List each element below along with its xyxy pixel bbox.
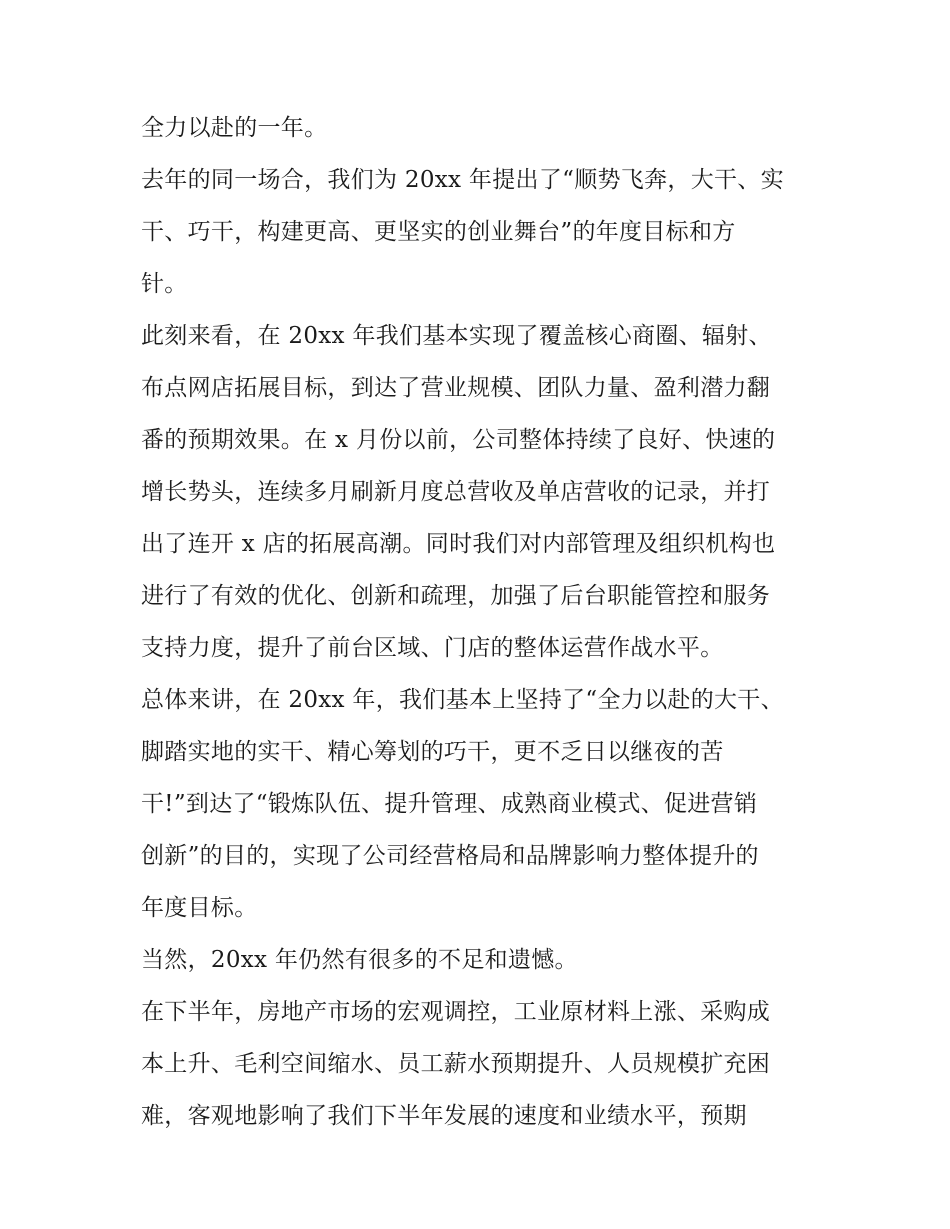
document-body (141, 102, 821, 1142)
text-line: 干!”到达了“锻炼队伍、提升管理、成熟商业模式、促进营销 (141, 791, 758, 817)
text-line: 进行了有效的优化、创新和疏理，加强了后台职能管控和服务 (141, 583, 771, 609)
text-line: 脚踏实地的实干、精心筹划的巧干，更不乏日以继夜的苦 (141, 739, 724, 765)
text-line: 支持力度，提升了前台区域、门店的整体运营作战水平。 (141, 635, 724, 661)
text-line: 全力以赴的一年。 (141, 115, 328, 141)
text-line: 此刻来看，在 20xx 年我们基本实现了覆盖核心商圈、辐射、 (141, 323, 772, 349)
text-line: 年度目标。 (141, 895, 258, 921)
text-line: 针。 (141, 271, 188, 297)
text-line: 总体来讲，在 20xx 年，我们基本上坚持了“全力以赴的大干、 (141, 687, 784, 713)
text-line: 干、巧干，构建更高、更坚实的创业舞台”的年度目标和方 (141, 219, 736, 245)
text-line: 难，客观地影响了我们下半年发展的速度和业绩水平，预期 (141, 1103, 747, 1129)
text-line: 在下半年，房地产市场的宏观调控，工业原材料上涨、采购成 (141, 999, 771, 1025)
text-line: 本上升、毛利空间缩水、员工薪水预期提升、人员规模扩充困 (141, 1051, 771, 1077)
text-line: 创新”的目的，实现了公司经营格局和品牌影响力整体提升的 (141, 843, 759, 869)
text-line: 增长势头，连续多月刷新月度总营收及单店营收的记录，并打 (141, 479, 771, 505)
text-line: 去年的同一场合，我们为 20xx 年提出了“顺势飞奔，大干、实 (141, 167, 784, 193)
text-line: 番的预期效果。在 x 月份以前，公司整体持续了良好、快速的 (141, 427, 776, 453)
text-line: 布点网店拓展目标，到达了营业规模、团队力量、盈利潜力翻 (141, 375, 771, 401)
text-line: 当然，20xx 年仍然有很多的不足和遗憾。 (141, 947, 578, 973)
text-line: 出了连开 x 店的拓展高潮。同时我们对内部管理及组织机构也 (141, 531, 776, 557)
